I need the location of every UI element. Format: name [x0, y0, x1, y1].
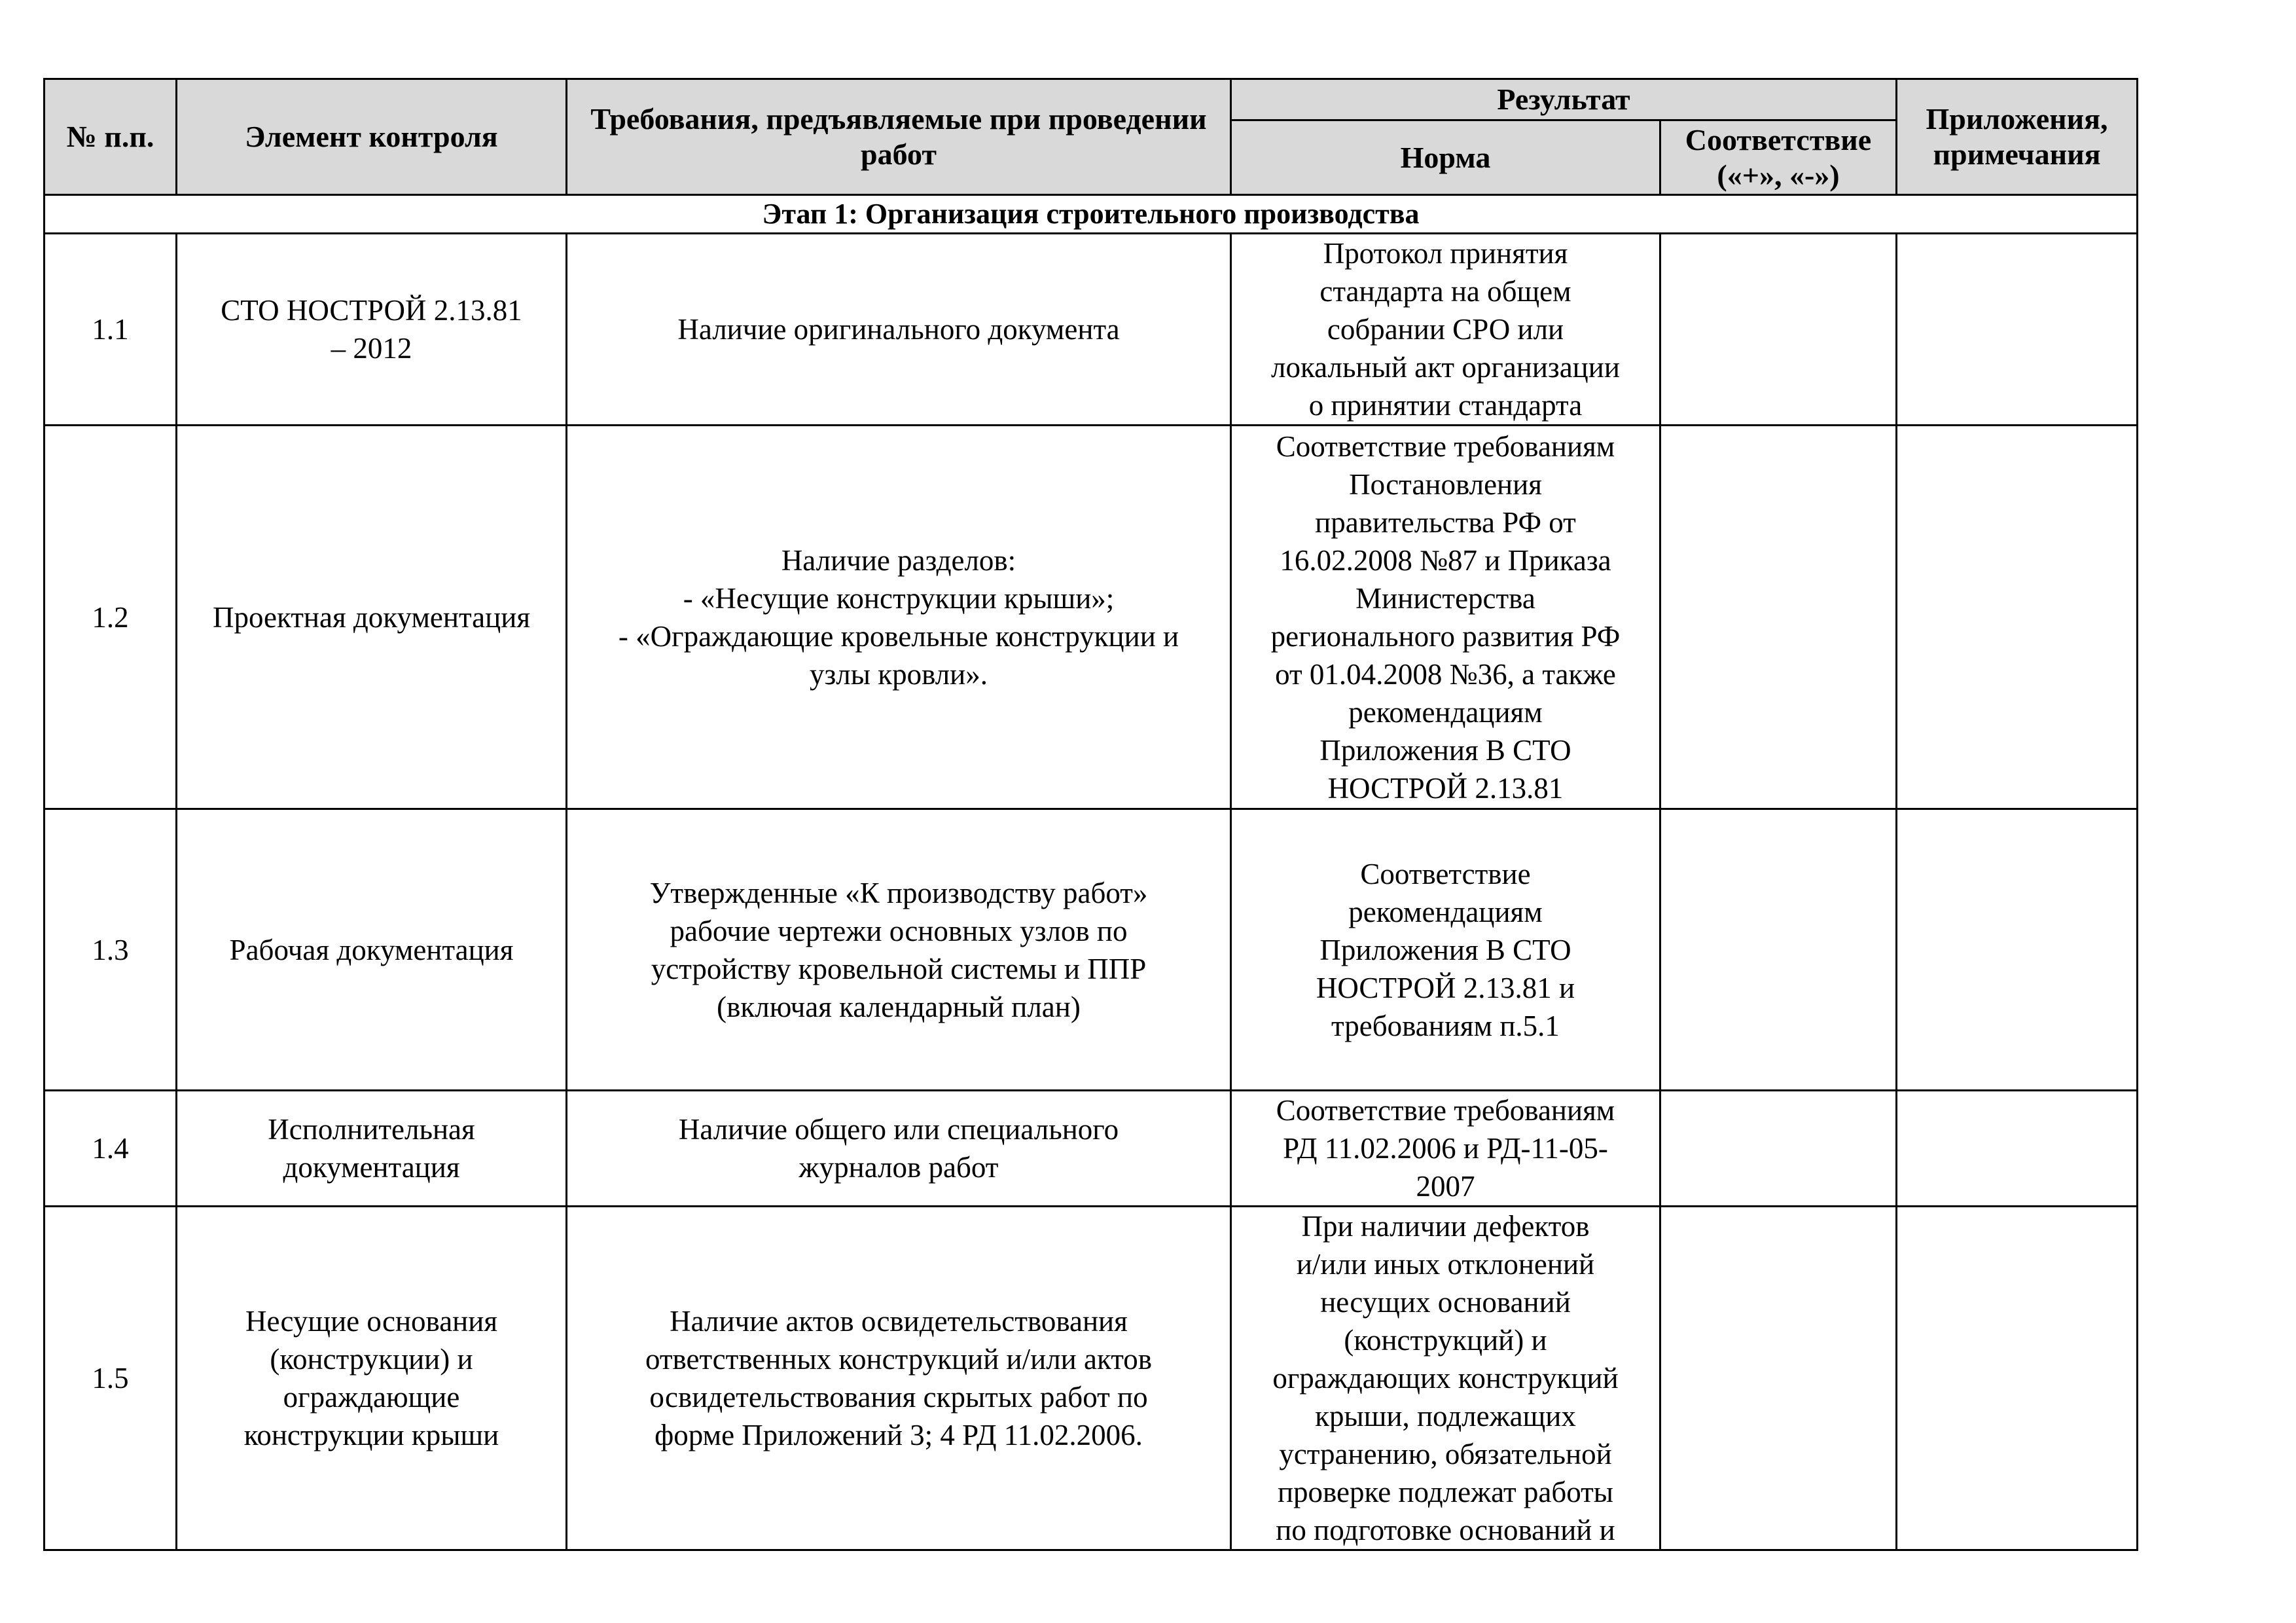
row-compliance — [1660, 426, 1897, 809]
header-notes: Приложения, примечания — [1897, 79, 2138, 195]
row-requirements: Наличие актов освидетельствования ответственных конструкций и/или актов освидетельствования скрытых работ по форме Приложений 3; 4 РД 11.02.2006. — [567, 1207, 1231, 1550]
row-notes — [1897, 234, 2138, 426]
row-norm: Соответствие требованиям РД 11.02.2006 и РД-11-05- 2007 — [1231, 1091, 1660, 1207]
row-norm: Протокол принятия стандарта на общем собрании СРО или локальный акт организации о принятии стандарта — [1231, 234, 1660, 426]
row-notes — [1897, 426, 2138, 809]
row-requirements: Наличие разделов: - «Несущие конструкции крыши»; - «Ограждающие кровельные конструкции и узлы кровли». — [567, 426, 1231, 809]
header-norm: Норма — [1231, 120, 1660, 195]
table-row — [45, 426, 2138, 809]
row-element: Несущие основания (конструкции) и ограждающие конструкции крыши — [177, 1207, 567, 1550]
row-num: 1.1 — [45, 234, 177, 426]
row-element: Проектная документация — [177, 426, 567, 809]
row-norm: Соответствие рекомендациям Приложения В СТО НОСТРОЙ 2.13.81 и требованиям п.5.1 — [1231, 809, 1660, 1091]
row-num: 1.3 — [45, 809, 177, 1091]
header-result: Результат — [1231, 79, 1897, 120]
control-table-sheet — [43, 78, 2138, 1551]
stage-row — [45, 195, 2138, 234]
row-requirements: Утвержденные «К производству работ» рабочие чертежи основных узлов по устройству кровельной системы и ППР (включая календарный план) — [567, 809, 1231, 1091]
row-element: СТО НОСТРОЙ 2.13.81 – 2012 — [177, 234, 567, 426]
row-norm: Соответствие требованиям Постановления правительства РФ от 16.02.2008 №87 и Приказа Министерства регионального развития РФ от 01.04.2008 №36, а также рекомендациям Приложения В СТО НОСТРОЙ 2.13.81 — [1231, 426, 1660, 809]
row-compliance — [1660, 809, 1897, 1091]
table-row — [45, 1091, 2138, 1207]
row-num: 1.5 — [45, 1207, 177, 1550]
header-row-top — [45, 79, 2138, 120]
row-notes — [1897, 1091, 2138, 1207]
header-requirements: Требования, предъявляемые при проведении работ — [567, 79, 1231, 195]
row-norm: При наличии дефектов и/или иных отклонений несущих оснований (конструкций) и ограждающих конструкций крыши, подлежащих устранению, обязательной проверке подлежат работы по подготовке оснований и — [1231, 1207, 1660, 1550]
row-notes — [1897, 1207, 2138, 1550]
row-element: Исполнительная документация — [177, 1091, 567, 1207]
row-requirements: Наличие общего или специального журналов работ — [567, 1091, 1231, 1207]
row-requirements: Наличие оригинального документа — [567, 234, 1231, 426]
row-notes — [1897, 809, 2138, 1091]
table-row — [45, 1207, 2138, 1550]
table-row — [45, 809, 2138, 1091]
header-num: № п.п. — [45, 79, 177, 195]
row-compliance — [1660, 1207, 1897, 1550]
stage-title: Этап 1: Организация строительного производства — [45, 195, 2138, 234]
header-compliance: Соответствие («+», «-») — [1660, 120, 1897, 195]
row-element: Рабочая документация — [177, 809, 567, 1091]
row-compliance — [1660, 1091, 1897, 1207]
header-element: Элемент контроля — [177, 79, 567, 195]
row-num: 1.4 — [45, 1091, 177, 1207]
quality-control-table — [43, 78, 2138, 1551]
row-num: 1.2 — [45, 426, 177, 809]
row-compliance — [1660, 234, 1897, 426]
table-row — [45, 234, 2138, 426]
